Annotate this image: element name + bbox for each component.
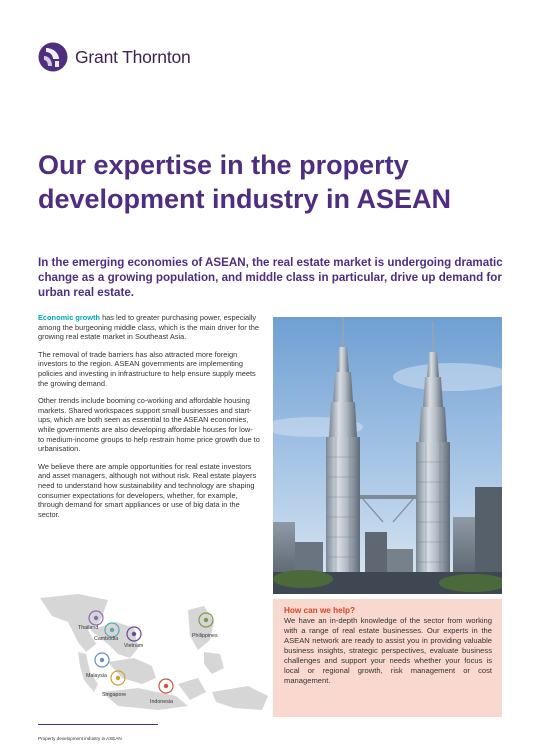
body-paragraph-1 bbox=[38, 313, 260, 342]
map-graphic bbox=[38, 592, 270, 720]
footer-caption: Property development industry in ASEAN bbox=[38, 736, 122, 741]
help-box-title: How can we help? bbox=[284, 606, 355, 615]
help-box bbox=[273, 599, 502, 717]
body-paragraph-3: Other trends include booming co-working and affordable housing markets. Shared workspaces support small businesses and start-ups, which are both seen as essential to the ASEAN economies, while governments are also developing affordable houses for low- to medium-income groups to help restrain home price growth due to urbanisation. bbox=[38, 396, 260, 454]
map-label-singapore: Singapore bbox=[102, 692, 127, 698]
body-paragraph-4: We believe there are ample opportunities for real estate investors and asset managers, although not without risk. Real estate players need to understand how sustainability and technology are shaping consumer expectations for developers, whether, for example, through demand for smart appliances or use of big data in the sector. bbox=[38, 461, 257, 519]
footer-divider bbox=[38, 724, 158, 725]
map-pin-indonesia bbox=[159, 679, 173, 693]
body-paragraph-1-text: has led to greater purchasing power, especially among the burgeoning middle class, which is the main driver for the growing real estate market in Southeast Asia. bbox=[38, 313, 260, 342]
map-label-indonesia: Indonesia bbox=[150, 699, 173, 705]
intro-paragraph: In the emerging economies of ASEAN, the real estate market is undergoing dramatic change as a growing population, and middle class in particular, drive up demand for urban real estate. bbox=[38, 256, 503, 299]
asean-map bbox=[38, 592, 270, 720]
map-label-philippines: Philippines bbox=[192, 633, 218, 639]
body-text-column bbox=[38, 313, 260, 527]
map-label-vietnam: Vietnam bbox=[124, 643, 144, 649]
help-box-text: We have an in-depth knowledge of the sector from working with a range of real estate businesses. Our experts in the ASEAN network are ready to assist you in providing valuable business insights, strategic perspectives, evaluate business challenges and support your needs whether your focus is local or regional growth, risk management or cost management. bbox=[284, 616, 492, 685]
highlight-text: Economic growth bbox=[38, 313, 101, 322]
body-paragraph-2: The removal of trade barriers has also attracted more foreign investors to the region. ASEAN governments are implementing policies and investing in infrastructure to help ensure supply meets the growing demand. bbox=[38, 349, 256, 388]
grant-thornton-logo-icon bbox=[38, 42, 68, 72]
map-label-cambodia: Cambodia bbox=[94, 636, 119, 642]
petronas-towers-photo bbox=[273, 317, 502, 594]
map-pin-malaysia bbox=[95, 653, 109, 667]
map-label-thailand: Thailand bbox=[78, 625, 99, 631]
logo-wordmark: Grant Thornton bbox=[75, 46, 191, 67]
skyline-image bbox=[273, 317, 502, 594]
company-logo bbox=[38, 42, 191, 72]
map-label-malaysia: Malaysia bbox=[86, 673, 107, 679]
page-title: Our expertise in the property development industry in ASEAN bbox=[38, 150, 452, 214]
